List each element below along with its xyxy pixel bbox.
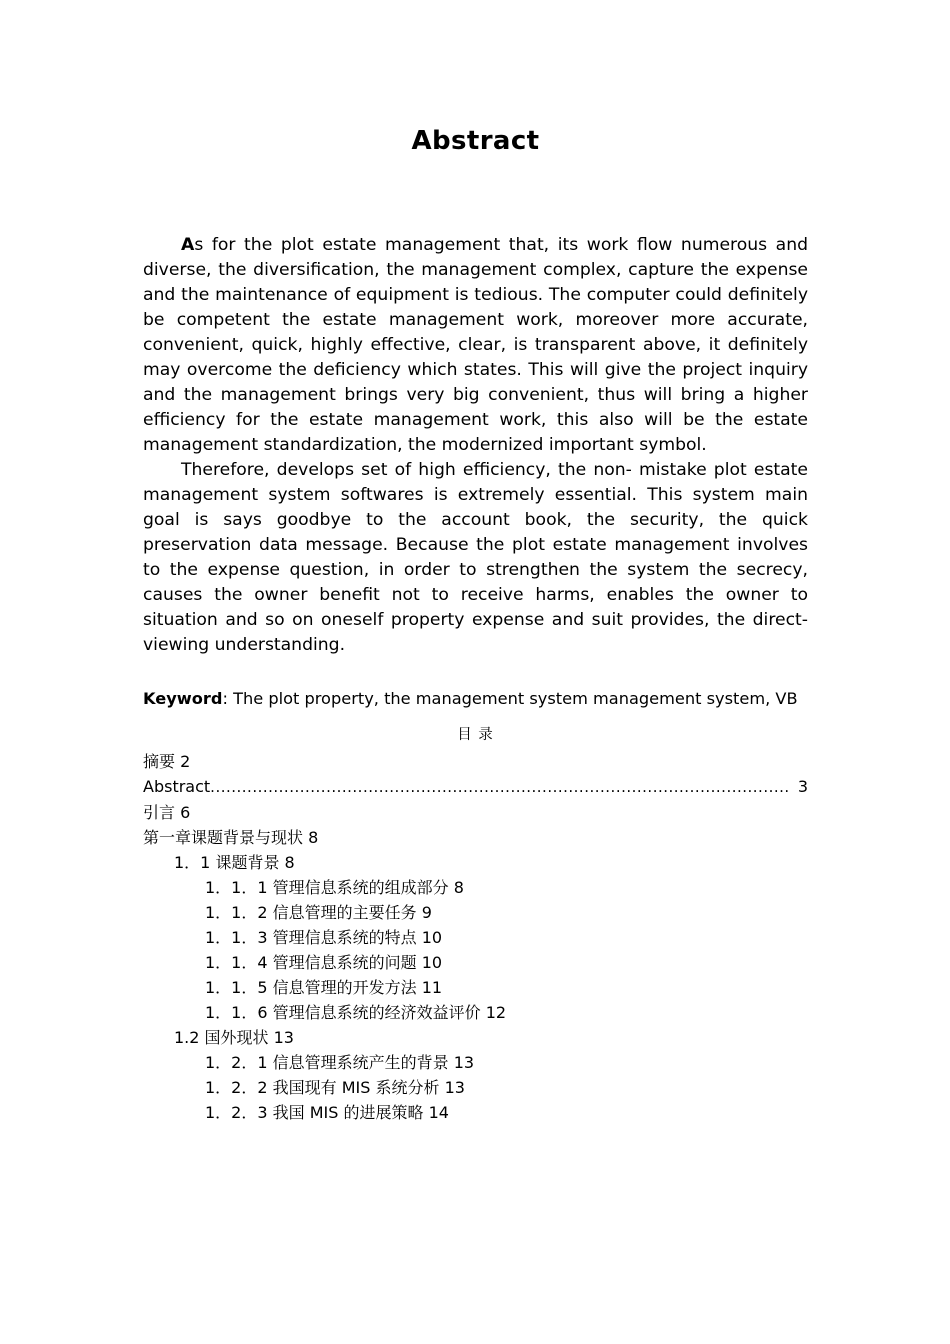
toc-entry[interactable]: 1.2 国外现状 13 <box>174 1028 294 1048</box>
toc-entry[interactable]: 摘要 2 <box>143 752 191 772</box>
abstract-paragraph-1-text: s for the plot estate management that, its work flow numerous and diverse, the diversification, the management complex, capture the expense and the maintenance of equipment is tedious. The computer could definitely be competent the estate management work, moreover more accurate, convenient, quick, highly effective, clear, is transparent above, it definitely may overcome the deficiency which states. This will give the project inquiry and the management brings very big convenient, thus will bring a higher efficiency for the estate management work, this also will be the estate management standardization, the modernized important symbol. <box>143 235 808 456</box>
table-of-contents <box>143 749 808 1125</box>
toc-page-number: 3 <box>797 777 808 797</box>
keyword-block <box>143 687 808 711</box>
abstract-paragraph-2: Therefore, develops set of high efficiency, the non- mistake plot estate management system softwares is extremely essential. This system main goal is says goodbye to the account book, the security, the quick preservation data message. Because the plot estate management involves to the expense question, in order to strengthen the system the secrecy, causes the owner benefit not to receive harms, enables the owner to situation and so on oneself property expense and suit provides, the direct-viewing understanding. <box>143 460 808 656</box>
keyword-label: Keyword <box>143 689 223 709</box>
page-content <box>143 0 808 1125</box>
toc-entry[interactable]: 引言 6 <box>143 803 191 823</box>
toc-entry[interactable]: 1．1．3 管理信息系统的特点 10 <box>205 928 443 948</box>
keyword-separator: : <box>222 689 228 709</box>
toc-entry[interactable]: 1．2．1 信息管理系统产生的背景 13 <box>205 1053 475 1073</box>
toc-entry[interactable]: 1．1．4 管理信息系统的问题 10 <box>205 953 443 973</box>
toc-entry[interactable]: 1．1．1 管理信息系统的组成部分 8 <box>205 878 464 898</box>
toc-entry[interactable]: 1．1．2 信息管理的主要任务 9 <box>205 903 432 923</box>
toc-heading: 目 录 <box>457 727 494 744</box>
toc-entry[interactable]: 1．2．3 我国 MIS 的进展策略 14 <box>205 1103 449 1123</box>
toc-entry[interactable]: 1．1 课题背景 8 <box>174 853 295 873</box>
abstract-paragraph-1 <box>143 233 808 458</box>
toc-dot-leader: .............................................................................................................. <box>210 778 790 797</box>
toc-entry[interactable] <box>143 774 808 800</box>
toc-entry[interactable]: 1．1．5 信息管理的开发方法 11 <box>205 978 443 998</box>
toc-entry[interactable]: 1．1．6 管理信息系统的经济效益评价 12 <box>205 1003 507 1023</box>
abstract-section <box>143 233 808 658</box>
page-title: Abstract <box>411 126 540 156</box>
toc-entry[interactable]: 第一章课题背景与现状 8 <box>143 828 319 848</box>
toc-entry[interactable]: 1．2．2 我国现有 MIS 系统分析 13 <box>205 1078 465 1098</box>
toc-entry-label: Abstract <box>143 777 211 797</box>
keyword-value: The plot property, the management system management system, VB <box>233 689 798 709</box>
drop-cap-letter: A <box>181 235 195 256</box>
